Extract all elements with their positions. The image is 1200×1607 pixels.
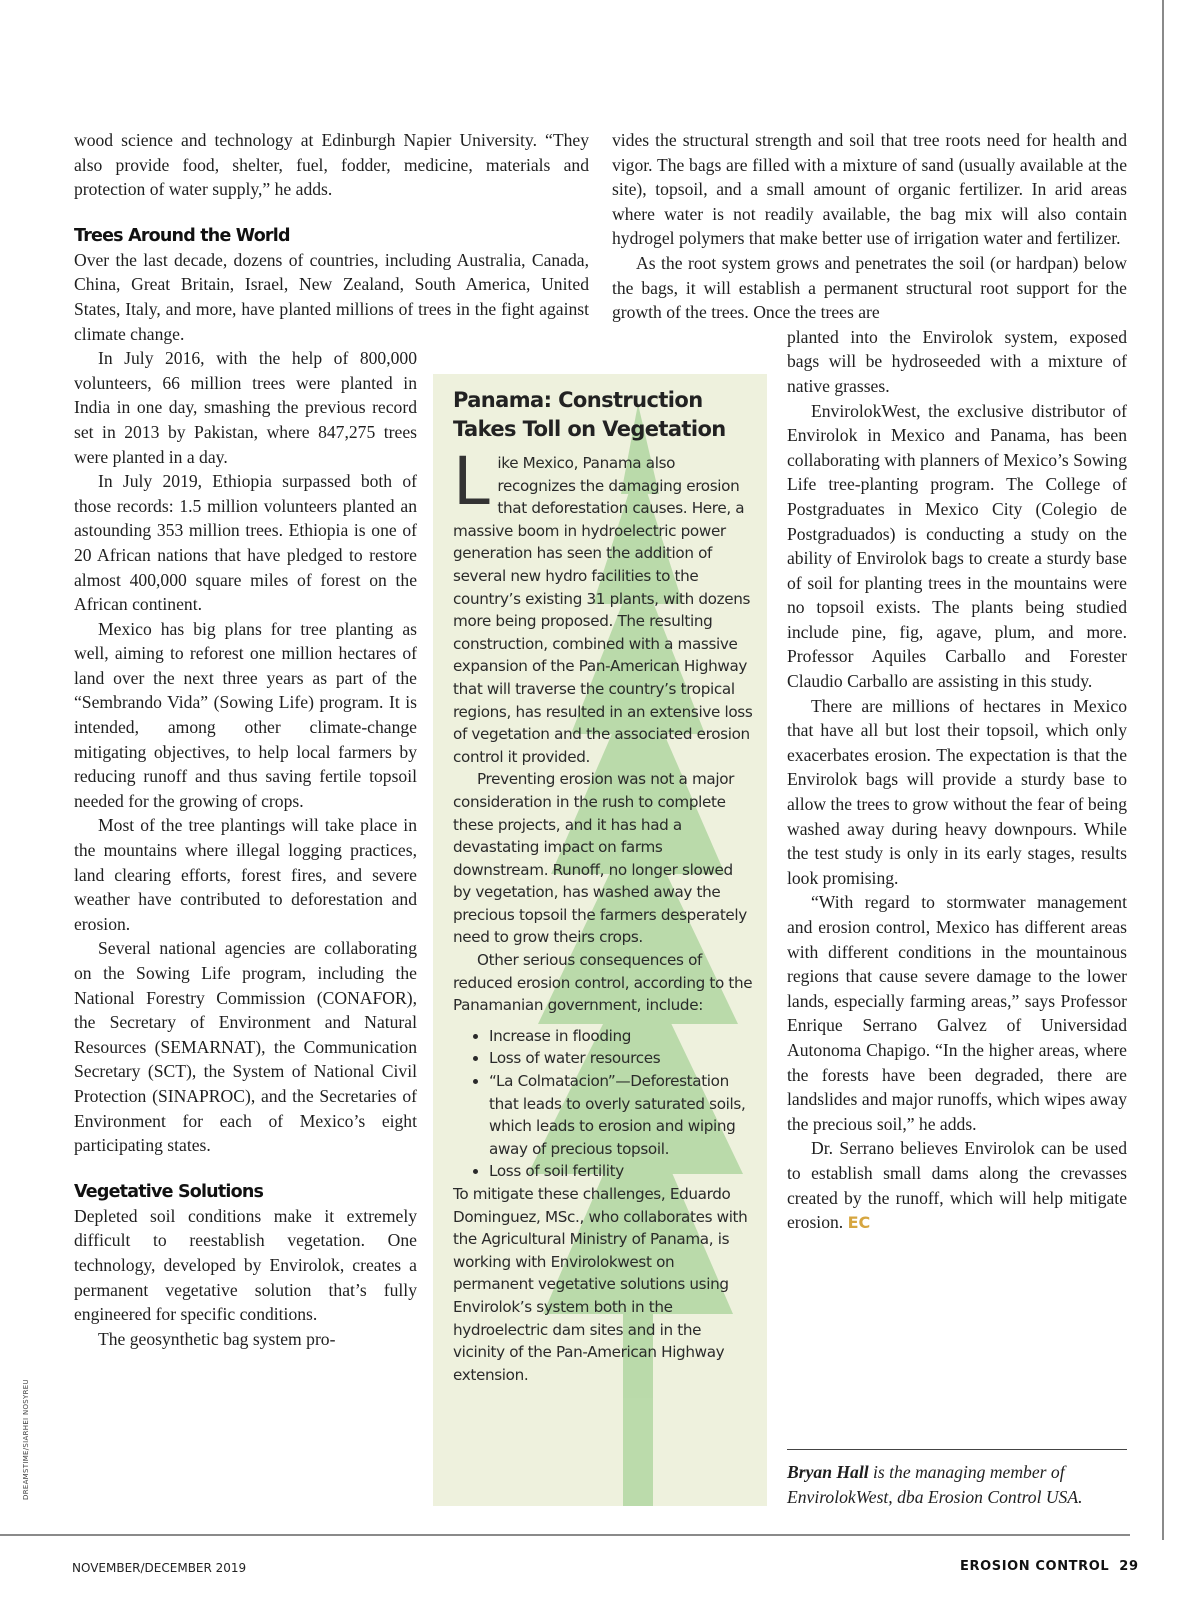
paragraph: In July 2019, Ethiopia surpassed both of those records: 1.5 million volunteers planted an astounding 353 million trees. Ethiopia is one of 20 African nations that have pledged to restore almost 400,000 square miles of forest on the African continent. [74, 471, 417, 615]
paragraph: Depleted soil conditions make it extremely difficult to reestablish vegetation. One technology, developed by Envirolok, creates a permanent vegetative solution that’s fully engineered for specific conditions. [74, 1205, 417, 1325]
bio-divider [787, 1449, 1127, 1450]
paragraph: The geosynthetic bag system pro- [98, 1328, 336, 1349]
sidebar-content [453, 386, 753, 1386]
heading-trees-around-the-world: Trees Around the World [74, 225, 290, 246]
footer-right [960, 1559, 1139, 1574]
paragraph: Mexico has big plans for tree planting as well, aiming to reforest one million hectares of land over the next three years as part of the “Sembrando Vida” (Sowing Life) program. It is intended, among other climate-change mitigating objectives, to help local farmers by reducing runoff and thus saving fertile topsoil needed for the growing of crops. [74, 618, 417, 811]
issue-date: NOVEMBER/DECEMBER 2019 [72, 1561, 247, 1575]
paragraph: vides the structural strength and soil that tree roots need for health and vigor. The bags are filled with a mixture of sand (usually available at the site), topsoil, and a small amount of organic fertilizer. In arid areas where water is not readily available, the bag mix will also contain hydrogel polymers that make better use of irrigation water and fertilizer. [612, 130, 1127, 249]
author-bio-text: is the managing member of EnvirolokWest, dba Erosion Control USA. [787, 1462, 1083, 1507]
paragraph: Over the last decade, dozens of countries, including Australia, Canada, China, Great Britain, Israel, New Zealand, South America, United States, Italy, and more, have planted millions of trees in the fight against climate change. [74, 249, 589, 344]
narrow-text-block [787, 325, 1127, 1236]
drop-cap: L [453, 443, 490, 520]
paragraph: EnvirolokWest, the exclusive distributor of Envirolok in Mexico and Panama, has been collaborating with planners of Mexico’s Sowing Life tree-planting program. The College of Postgraduates in Mexico City (Colegio de Postgraduados) is conducting a study on the ability of Envirolok bags to create a sturdy base of soil for planting trees in the mountains were no topsoil exists. The plants being studied include pine, fig, agave, plum, and more. Professor Aquiles Carballo and Forester Claudio Carballo are assisting in this study. [787, 400, 1127, 692]
heading-vegetative-solutions: Vegetative Solutions [74, 1181, 264, 1202]
list-item: • Loss of water resources [489, 1047, 753, 1070]
sidebar-paragraph: Preventing erosion was not a major consideration in the rush to complete these projects, and it has had a devastating impact on farms downstream. Runoff, no longer slowed by vegetation, has washed away the precious topsoil the farmers desperately need to grow theirs crops. [453, 770, 747, 947]
sidebar-box [433, 374, 767, 1506]
paragraph: Several national agencies are collaborating on the Sowing Life program, including the National Forestry Commission (CONAFOR), the Secretary of Environment and Natural Resources (SEMARNAT), the Communication Secretary (SCT), the System of National Civil Protection (SINAPROC), and the Secretaries of Environment for each of Mexico’s eight participating states. [74, 938, 417, 1156]
list-item: • Increase in flooding [489, 1025, 753, 1048]
sidebar-title: Panama: Construction Takes Toll on Vegetation [453, 388, 726, 441]
photo-credit: DREAMSTIME/SIARHEI NOSYREU [22, 1379, 30, 1500]
paragraph: As the root system grows and penetrates the soil (or hardpan) below the bags, it will establish a permanent structural root support for the growth of the trees. Once the trees are [612, 252, 1127, 323]
paragraph: In July 2016, with the help of 800,000 volunteers, 66 million trees were planted in India in one day, smashing the previous record set in 2013 by Pakistan, where 847,275 trees were planted in a day. [74, 348, 417, 467]
sidebar-paragraph: Other serious consequences of reduced erosion control, according to the Panamanian government, include: [453, 951, 753, 1015]
author-name: Bryan Hall [787, 1462, 869, 1482]
list-item: • Loss of soil fertility [489, 1160, 753, 1183]
intro-paragraph: wood science and technology at Edinburgh Napier University. “They also provide food, shelter, fuel, fodder, medicine, materials and protection of water supply,” he adds. [74, 130, 589, 200]
sidebar-paragraph-text: ike Mexico, Panama also recognizes the damaging erosion that deforestation causes. Here, a massive boom in hydroelectric power generation has seen the addition of several new hydro facilities to the country’s existing 31 plants, with dozens more being proposed. The resulting construction, combined with a massive expansion of the Pan-American Highway that will traverse the country’s tropical regions, has resulted in an extensive loss of vegetation and the associated erosion control it provided. [453, 454, 753, 766]
author-bio [787, 1460, 1137, 1509]
paragraph: Most of the tree plantings will take place in the mountains where illegal logging practices, land clearing efforts, forest fires, and severe weather have contributed to deforestation and erosion. [74, 815, 417, 934]
paragraph: There are millions of hectares in Mexico that have all but lost their topsoil, which only exacerbates erosion. The expectation is that the Envirolok bags will provide a sturdy base to allow the trees to grow without the fear of being washed away during heavy downpours. While the test study is only in its early stages, results look promising. [787, 695, 1127, 888]
paragraph-text: Dr. Serrano believes Envirolok can be used to establish small dams along the crevasses created by the runoff, which will help mitigate erosion. [787, 1138, 1127, 1233]
narrow-text-block [74, 346, 417, 1351]
magazine-name: EROSION CONTROL [960, 1559, 1110, 1574]
paragraph: planted into the Envirolok system, exposed bags will be hydroseeded with a mixture of native grasses. [787, 326, 1127, 396]
page-number: 29 [1119, 1559, 1139, 1574]
page-edge-rule [1162, 0, 1164, 1540]
sidebar-paragraph: To mitigate these challenges, Eduardo Dominguez, MSc., who collaborates with the Agricultural Ministry of Panama, is working with Envirolokwest on permanent vegetative solutions using Envirolok’s system both in the hydroelectric dam sites and in the vicinity of the Pan-American Highway extension. [453, 1185, 748, 1384]
end-mark: EC [847, 1213, 871, 1233]
consequence-list [453, 1025, 753, 1183]
sidebar-paragraph [453, 443, 753, 768]
list-item: • “La Colmatacion”—Deforestation that leads to overly saturated soils, which leads to erosion and wiping away of precious topsoil. [489, 1070, 753, 1160]
footer-rule [0, 1534, 1130, 1536]
paragraph: “With regard to stormwater management and erosion control, Mexico has different areas with different conditions in the mountainous regions that cause severe damage to the lower lands, especially farming areas,” says Professor Enrique Serrano Galvez of Universidad Autonoma Chapigo. “In the higher areas, where the forests have been degraded, there are landslides and major runoffs, which wipes away the precious soil,” he adds. [787, 892, 1127, 1134]
paragraph-final [787, 1136, 1127, 1235]
